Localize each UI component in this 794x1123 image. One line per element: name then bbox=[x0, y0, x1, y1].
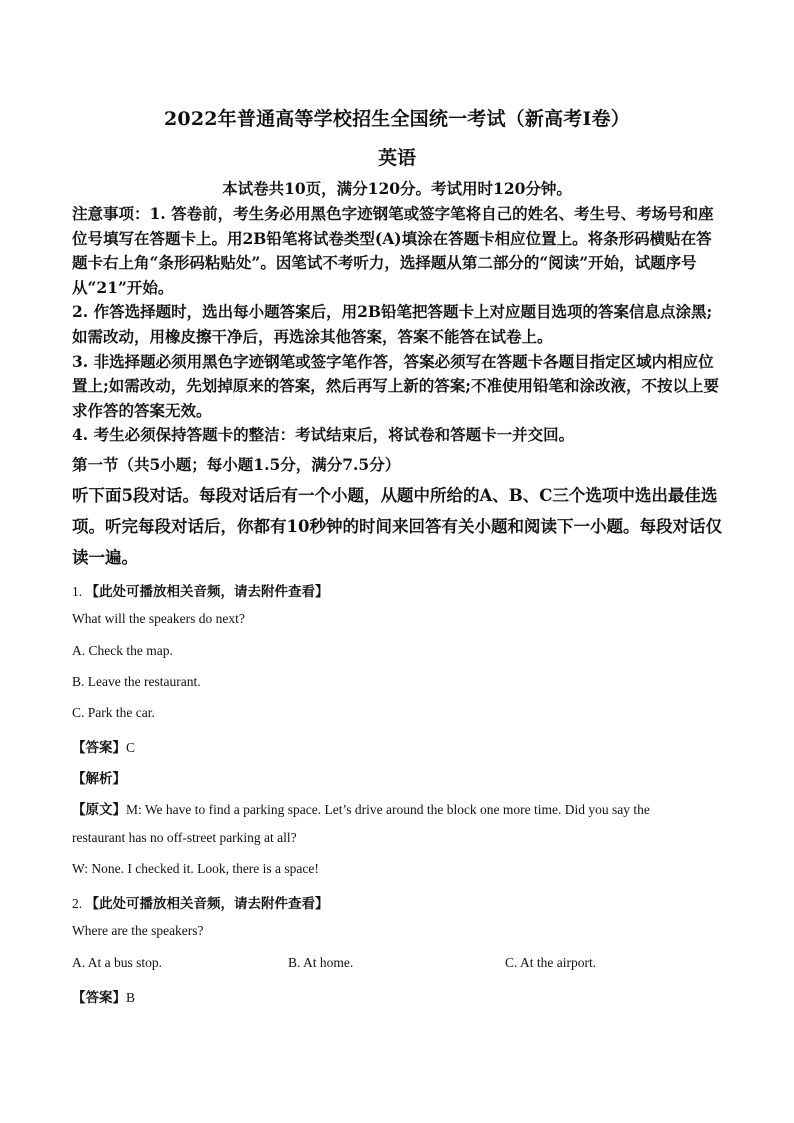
q2-answer-value: B bbox=[126, 990, 136, 1005]
q1-option-a: A. Check the map. bbox=[72, 643, 173, 658]
q1-header bbox=[72, 580, 329, 600]
q2-question: Where are the speakers? bbox=[72, 923, 204, 938]
q1-transcript-tag: 【原文】 bbox=[72, 802, 126, 818]
q1-question: What will the speakers do next? bbox=[72, 611, 245, 626]
q1-analysis bbox=[72, 767, 126, 787]
note-3: 3. 非选择题必须用黑色字迹钢笔或签字笔作答，答案必须写在答题卡各题目指定区域内相应位置上;如需改动，先划掉原来的答案，然后再写上新的答案;不准使用铅笔和涂改液，不按以上要求作答的答案无效。 bbox=[72, 351, 719, 420]
note-1: 注意事项：1. 答卷前，考生务必用黑色字迹钢笔或签字笔将自己的姓名、考生号、考场号和座位号填写在答题卡上。用2B铅笔将试卷类型(A)填涂在答题卡相应位置上。将条形码横贴在答题卡右上角“条形码粘贴处”。因笔试不考听力，选择题从第二部分的“阅读”开始，试题序号从“21”开始。 bbox=[72, 204, 714, 297]
section-heading: 第一节（共5小题；每小题1.5分，满分7.5分） bbox=[72, 455, 401, 474]
q1-option-b: B. Leave the restaurant. bbox=[72, 674, 201, 689]
q1-number: 1. bbox=[72, 584, 83, 599]
q2-number: 2. bbox=[72, 896, 83, 911]
q2-header bbox=[72, 892, 329, 912]
q1-audio-link[interactable]: 【此处可播放相关音频，请去附件查看】 bbox=[85, 584, 329, 600]
exam-info: 本试卷共10页，满分120分。考试用时120分钟。 bbox=[222, 179, 572, 198]
note-4: 4. 考生必须保持答题卡的整洁：考试结束后，将试卷和答题卡一并交回。 bbox=[72, 425, 575, 445]
q1-transcript-line-1 bbox=[72, 798, 650, 818]
q2-answer bbox=[72, 986, 135, 1006]
q1-transcript-text-1: M: We have to find a parking space. Let’s drive around the block one more time. Did you say the bbox=[126, 802, 650, 817]
exam-notes bbox=[72, 202, 722, 448]
subject-heading: 英语 bbox=[377, 147, 416, 169]
note-2: 2. 作答选择题时，选出每小题答案后，用2B铅笔把答题卡上对应题目选项的答案信息点涂黑;如需改动，用橡皮擦干净后，再选涂其他答案，答案不能答在试卷上。 bbox=[72, 302, 713, 346]
q1-transcript-line-3: W: None. I checked it. Look, there is a space! bbox=[72, 861, 319, 876]
q1-answer-value: C bbox=[126, 740, 136, 755]
q2-answer-tag: 【答案】 bbox=[72, 990, 126, 1006]
q1-transcript-line-2: restaurant has no off-street parking at all? bbox=[72, 830, 297, 845]
q1-analysis-tag: 【解析】 bbox=[72, 771, 126, 787]
q2-option-a: A. At a bus stop. bbox=[72, 955, 163, 970]
q2-option-c: C. At the airport. bbox=[505, 955, 597, 970]
q1-answer bbox=[72, 736, 135, 756]
q2-audio-link[interactable]: 【此处可播放相关音频，请去附件查看】 bbox=[85, 896, 329, 912]
section-instructions: 听下面5段对话。每段对话后有一个小题，从题中所给的A、B、C三个选项中选出最佳选项。听完每段对话后，你都有10秒钟的时间来回答有关小题和阅读下一小题。每段对话仅读一遍。 bbox=[72, 486, 722, 567]
exam-title: 2022年普通高等学校招生全国统一考试（新高考Ⅰ卷） bbox=[164, 108, 630, 130]
q1-answer-tag: 【答案】 bbox=[72, 740, 126, 756]
q2-option-b: B. At home. bbox=[288, 955, 354, 970]
q1-option-c: C. Park the car. bbox=[72, 705, 155, 720]
